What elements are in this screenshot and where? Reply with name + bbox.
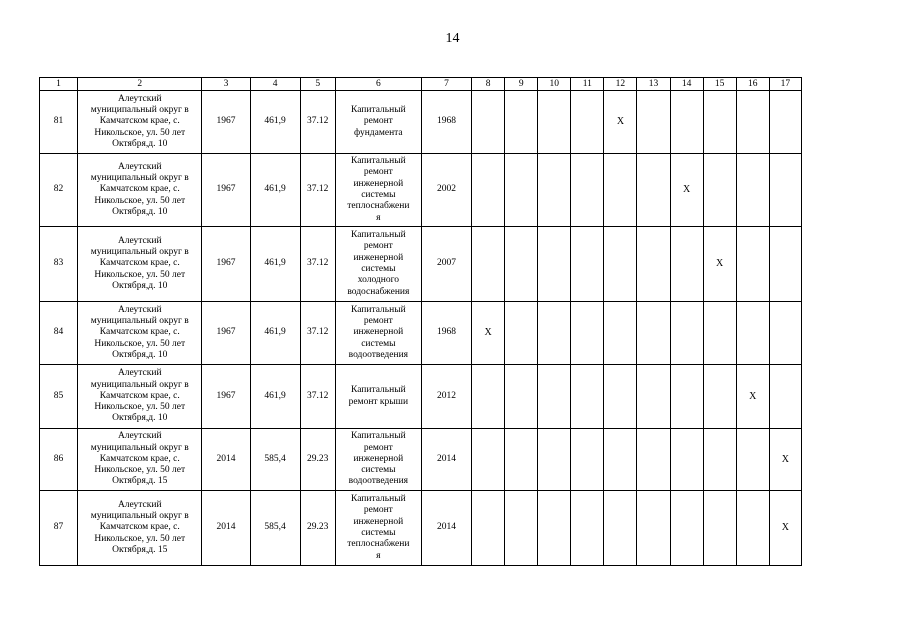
column-header: 10 bbox=[538, 78, 571, 91]
mark-cell bbox=[703, 154, 736, 227]
mark-cell bbox=[571, 365, 604, 429]
mark-cell: X bbox=[769, 491, 801, 566]
mark-cell: X bbox=[703, 227, 736, 302]
mark-cell bbox=[703, 91, 736, 154]
mark-cell bbox=[769, 91, 801, 154]
area-cell: 461,9 bbox=[250, 302, 300, 365]
column-header: 12 bbox=[604, 78, 637, 91]
column-header: 2 bbox=[78, 78, 202, 91]
mark-cell bbox=[472, 227, 505, 302]
mark-cell bbox=[736, 302, 769, 365]
table-row bbox=[40, 154, 802, 227]
table-body bbox=[40, 91, 802, 566]
row-number: 87 bbox=[40, 491, 78, 566]
table-row bbox=[40, 491, 802, 566]
mark-cell bbox=[670, 491, 703, 566]
column-header: 16 bbox=[736, 78, 769, 91]
mark-cell bbox=[538, 227, 571, 302]
mark-cell bbox=[703, 365, 736, 429]
mark-cell bbox=[703, 302, 736, 365]
column-header: 14 bbox=[670, 78, 703, 91]
table-row bbox=[40, 91, 802, 154]
mark-cell bbox=[703, 429, 736, 491]
mark-cell bbox=[670, 429, 703, 491]
table-row bbox=[40, 227, 802, 302]
mark-cell bbox=[538, 365, 571, 429]
mark-cell bbox=[472, 91, 505, 154]
column-header: 17 bbox=[769, 78, 801, 91]
address-cell: Алеутский муниципальный округ в Камчатском крае, с. Никольское, ул. 50 лет Октября,д. 10 bbox=[78, 302, 202, 365]
mark-cell bbox=[736, 491, 769, 566]
mark-cell bbox=[670, 227, 703, 302]
wear-cell: 29.23 bbox=[300, 429, 335, 491]
wear-cell: 29.23 bbox=[300, 491, 335, 566]
mark-cell bbox=[670, 365, 703, 429]
work-year-cell: 2012 bbox=[421, 365, 471, 429]
mark-cell bbox=[571, 429, 604, 491]
mark-cell bbox=[736, 154, 769, 227]
table-header bbox=[40, 78, 802, 91]
mark-cell bbox=[769, 302, 801, 365]
column-header: 13 bbox=[637, 78, 670, 91]
address-cell: Алеутский муниципальный округ в Камчатском крае, с. Никольское, ул. 50 лет Октября,д. 15 bbox=[78, 429, 202, 491]
mark-cell bbox=[505, 91, 538, 154]
wear-cell: 37.12 bbox=[300, 365, 335, 429]
page-number: 14 bbox=[445, 31, 460, 46]
mark-cell bbox=[604, 227, 637, 302]
mark-cell bbox=[571, 154, 604, 227]
mark-cell bbox=[538, 429, 571, 491]
mark-cell bbox=[637, 227, 670, 302]
mark-cell bbox=[604, 491, 637, 566]
mark-cell: X bbox=[736, 365, 769, 429]
wear-cell: 37.12 bbox=[300, 227, 335, 302]
row-number: 86 bbox=[40, 429, 78, 491]
mark-cell bbox=[472, 429, 505, 491]
column-header: 1 bbox=[40, 78, 78, 91]
wear-cell: 37.12 bbox=[300, 154, 335, 227]
mark-cell: X bbox=[604, 91, 637, 154]
year-built-cell: 1967 bbox=[202, 91, 250, 154]
address-cell: Алеутский муниципальный округ в Камчатском крае, с. Никольское, ул. 50 лет Октября,д. 10 bbox=[78, 154, 202, 227]
area-cell: 585,4 bbox=[250, 429, 300, 491]
mark-cell bbox=[538, 302, 571, 365]
mark-cell bbox=[637, 491, 670, 566]
column-header: 9 bbox=[505, 78, 538, 91]
wear-cell: 37.12 bbox=[300, 302, 335, 365]
year-built-cell: 2014 bbox=[202, 491, 250, 566]
column-header: 6 bbox=[335, 78, 421, 91]
mark-cell bbox=[637, 154, 670, 227]
mark-cell bbox=[505, 429, 538, 491]
area-cell: 461,9 bbox=[250, 154, 300, 227]
header-row bbox=[40, 78, 802, 91]
mark-cell bbox=[769, 154, 801, 227]
repair-table bbox=[39, 77, 802, 566]
mark-cell bbox=[538, 491, 571, 566]
address-cell: Алеутский муниципальный округ в Камчатском крае, с. Никольское, ул. 50 лет Октября,д. 10 bbox=[78, 91, 202, 154]
mark-cell bbox=[637, 365, 670, 429]
mark-cell bbox=[505, 227, 538, 302]
work-year-cell: 1968 bbox=[421, 302, 471, 365]
mark-cell bbox=[670, 91, 703, 154]
mark-cell bbox=[703, 491, 736, 566]
mark-cell: X bbox=[472, 302, 505, 365]
address-cell: Алеутский муниципальный округ в Камчатском крае, с. Никольское, ул. 50 лет Октября,д. 10 bbox=[78, 365, 202, 429]
work-year-cell: 2002 bbox=[421, 154, 471, 227]
column-header: 11 bbox=[571, 78, 604, 91]
mark-cell bbox=[637, 302, 670, 365]
column-header: 15 bbox=[703, 78, 736, 91]
area-cell: 461,9 bbox=[250, 227, 300, 302]
work-type-cell: Капитальный ремонт инженерной системы водоотведения bbox=[335, 302, 421, 365]
mark-cell bbox=[472, 154, 505, 227]
work-type-cell: Капитальный ремонт инженерной системы теплоснабжени я bbox=[335, 491, 421, 566]
mark-cell bbox=[736, 91, 769, 154]
mark-cell bbox=[538, 91, 571, 154]
work-year-cell: 2014 bbox=[421, 491, 471, 566]
row-number: 83 bbox=[40, 227, 78, 302]
table-row bbox=[40, 365, 802, 429]
year-built-cell: 1967 bbox=[202, 154, 250, 227]
row-number: 82 bbox=[40, 154, 78, 227]
area-cell: 585,4 bbox=[250, 491, 300, 566]
mark-cell bbox=[670, 302, 703, 365]
work-type-cell: Капитальный ремонт инженерной системы водоотведения bbox=[335, 429, 421, 491]
table-row bbox=[40, 302, 802, 365]
address-cell: Алеутский муниципальный округ в Камчатском крае, с. Никольское, ул. 50 лет Октября,д. 15 bbox=[78, 491, 202, 566]
area-cell: 461,9 bbox=[250, 91, 300, 154]
year-built-cell: 1967 bbox=[202, 227, 250, 302]
work-type-cell: Капитальный ремонт инженерной системы теплоснабжени я bbox=[335, 154, 421, 227]
mark-cell bbox=[637, 429, 670, 491]
column-header: 3 bbox=[202, 78, 250, 91]
mark-cell bbox=[571, 227, 604, 302]
mark-cell bbox=[736, 227, 769, 302]
work-type-cell: Капитальный ремонт фундамента bbox=[335, 91, 421, 154]
wear-cell: 37.12 bbox=[300, 91, 335, 154]
mark-cell bbox=[637, 91, 670, 154]
address-cell: Алеутский муниципальный округ в Камчатском крае, с. Никольское, ул. 50 лет Октября,д. 10 bbox=[78, 227, 202, 302]
table-row bbox=[40, 429, 802, 491]
mark-cell bbox=[571, 491, 604, 566]
mark-cell bbox=[604, 302, 637, 365]
work-year-cell: 2014 bbox=[421, 429, 471, 491]
mark-cell bbox=[505, 154, 538, 227]
year-built-cell: 2014 bbox=[202, 429, 250, 491]
mark-cell: X bbox=[670, 154, 703, 227]
mark-cell bbox=[604, 429, 637, 491]
mark-cell bbox=[505, 491, 538, 566]
row-number: 84 bbox=[40, 302, 78, 365]
mark-cell bbox=[472, 491, 505, 566]
year-built-cell: 1967 bbox=[202, 365, 250, 429]
column-header: 5 bbox=[300, 78, 335, 91]
work-type-cell: Капитальный ремонт инженерной системы холодного водоснабжения bbox=[335, 227, 421, 302]
mark-cell bbox=[736, 429, 769, 491]
area-cell: 461,9 bbox=[250, 365, 300, 429]
work-year-cell: 2007 bbox=[421, 227, 471, 302]
mark-cell bbox=[472, 365, 505, 429]
mark-cell bbox=[604, 365, 637, 429]
column-header: 7 bbox=[421, 78, 471, 91]
work-year-cell: 1968 bbox=[421, 91, 471, 154]
work-type-cell: Капитальный ремонт крыши bbox=[335, 365, 421, 429]
mark-cell bbox=[604, 154, 637, 227]
mark-cell bbox=[571, 302, 604, 365]
mark-cell bbox=[505, 365, 538, 429]
row-number: 85 bbox=[40, 365, 78, 429]
mark-cell bbox=[769, 365, 801, 429]
column-header: 4 bbox=[250, 78, 300, 91]
mark-cell bbox=[538, 154, 571, 227]
mark-cell bbox=[505, 302, 538, 365]
row-number: 81 bbox=[40, 91, 78, 154]
mark-cell bbox=[769, 227, 801, 302]
year-built-cell: 1967 bbox=[202, 302, 250, 365]
mark-cell bbox=[571, 91, 604, 154]
mark-cell: X bbox=[769, 429, 801, 491]
column-header: 8 bbox=[472, 78, 505, 91]
